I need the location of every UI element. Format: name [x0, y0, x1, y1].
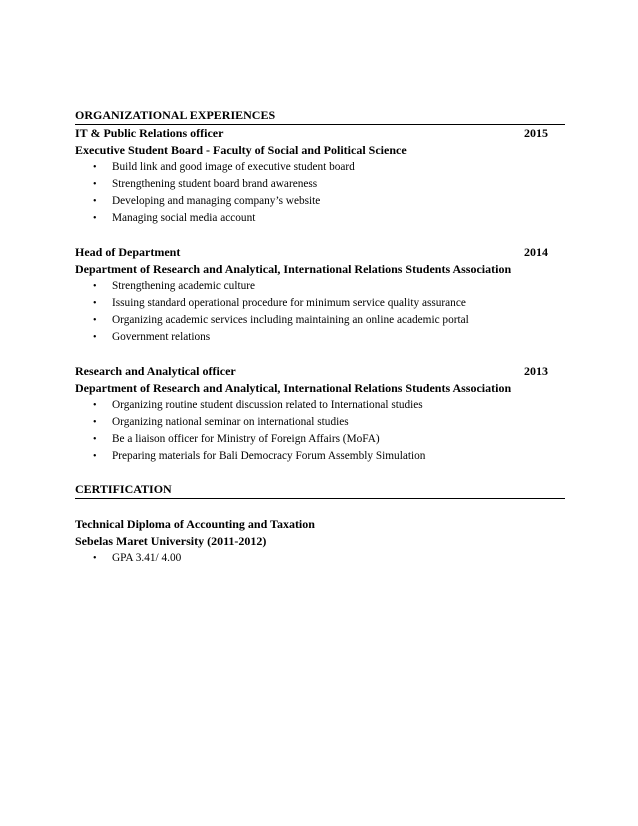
role-year: 2014: [524, 245, 548, 259]
experience-entry: [75, 363, 565, 465]
list-item: • Managing social media account: [75, 210, 565, 227]
organization-name: Department of Research and Analytical, International Relations Students Association: [75, 381, 512, 395]
certification-title: Technical Diploma of Accounting and Taxation: [75, 517, 315, 531]
role-line: [75, 244, 565, 261]
bullet-icon: •: [93, 553, 97, 564]
bullet-icon: •: [93, 213, 97, 224]
bullet-icon: •: [93, 417, 97, 428]
resume-page: [75, 108, 565, 567]
organization-name: Department of Research and Analytical, International Relations Students Association: [75, 262, 512, 276]
section-title: ORGANIZATIONAL EXPERIENCES: [75, 108, 276, 122]
list-item: • GPA 3.41/ 4.00: [75, 550, 565, 567]
bullet-icon: •: [93, 451, 97, 462]
role-title: Research and Analytical officer: [75, 364, 236, 378]
list-item: • Developing and managing company’s website: [75, 193, 565, 210]
certification-entry: [75, 516, 565, 567]
list-item: • Organizing academic services including maintaining an online academic portal: [75, 312, 565, 329]
experience-entry: [75, 244, 565, 346]
list-item: • Issuing standard operational procedure for minimum service quality assurance: [75, 295, 565, 312]
institution-name: Sebelas Maret University (2011-2012): [75, 534, 267, 548]
bullet-icon: •: [93, 298, 97, 309]
bullet-list: [75, 397, 565, 465]
role-year: 2013: [524, 364, 548, 378]
bullet-icon: •: [93, 179, 97, 190]
bullet-icon: •: [93, 281, 97, 292]
section-certification: [75, 482, 565, 567]
list-item: • Be a liaison officer for Ministry of Foreign Affairs (MoFA): [75, 431, 565, 448]
role-title: Head of Department: [75, 245, 181, 259]
role-title: IT & Public Relations officer: [75, 126, 224, 140]
bullet-icon: •: [93, 196, 97, 207]
bullet-icon: •: [93, 162, 97, 173]
list-item: • Government relations: [75, 329, 565, 346]
section-organizational-experiences: [75, 108, 565, 482]
bullet-list: [75, 550, 565, 567]
section-title: CERTIFICATION: [75, 482, 172, 496]
bullet-icon: •: [93, 315, 97, 326]
bullet-list: [75, 278, 565, 346]
role-line: [75, 363, 565, 380]
role-line: [75, 125, 565, 142]
organization-name: Executive Student Board - Faculty of Social and Political Science: [75, 143, 407, 157]
bullet-icon: •: [93, 332, 97, 343]
list-item: • Strengthening student board brand awareness: [75, 176, 565, 193]
bullet-list: [75, 159, 565, 227]
role-year: 2015: [524, 126, 548, 140]
list-item: • Build link and good image of executive student board: [75, 159, 565, 176]
bullet-icon: •: [93, 434, 97, 445]
list-item: • Preparing materials for Bali Democracy Forum Assembly Simulation: [75, 448, 565, 465]
list-item: • Organizing national seminar on international studies: [75, 414, 565, 431]
list-item: • Strengthening academic culture: [75, 278, 565, 295]
experience-entry: [75, 125, 565, 227]
list-item: • Organizing routine student discussion related to International studies: [75, 397, 565, 414]
bullet-icon: •: [93, 400, 97, 411]
